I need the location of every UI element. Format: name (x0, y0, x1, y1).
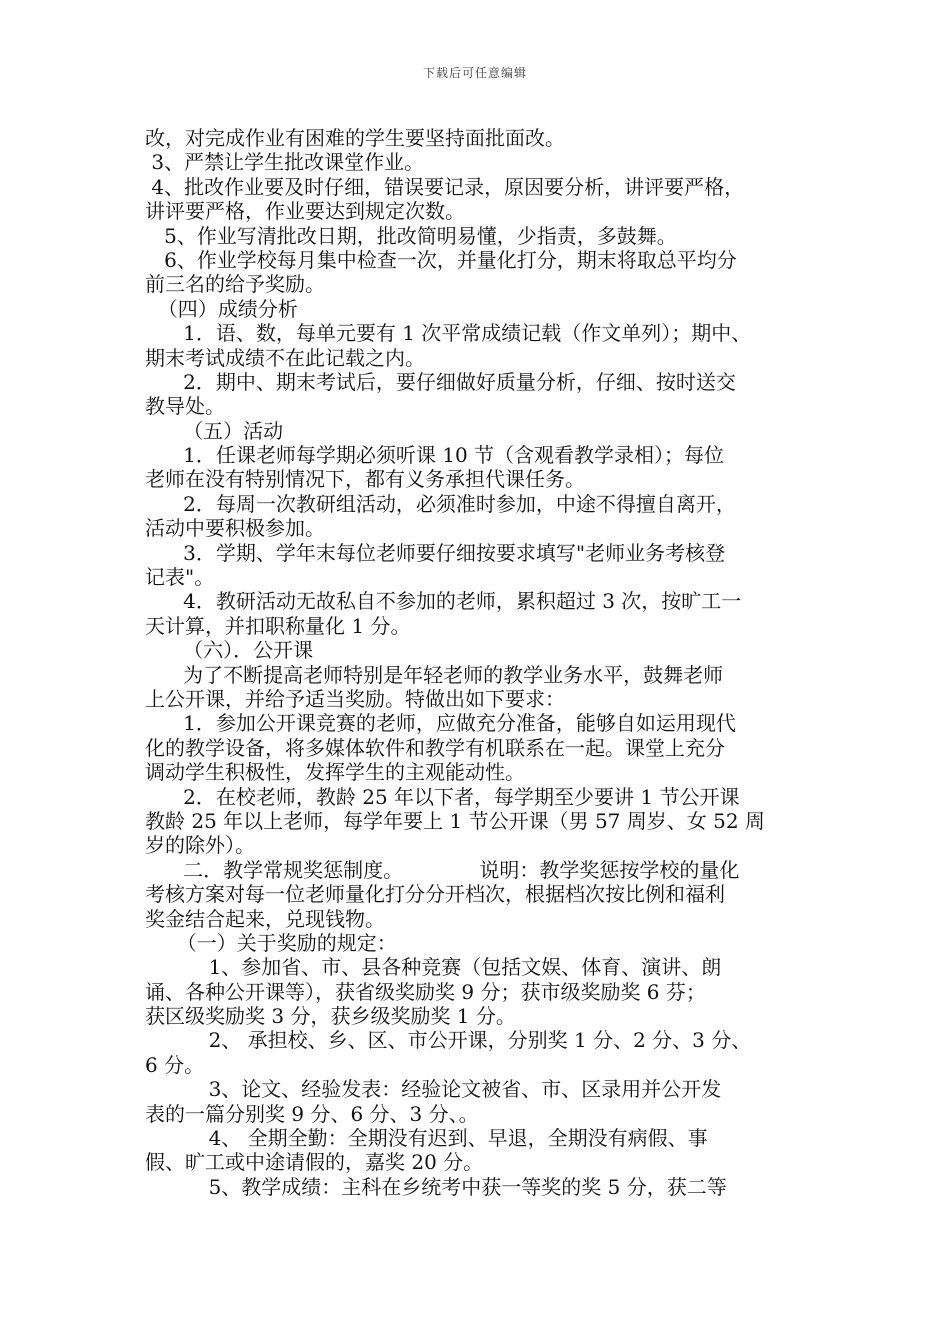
text-line: 表的一篇分别奖 9 分、6 分、3 分、。 (145, 1101, 479, 1126)
text-line: 二．教学常规奖惩制度。 说明：教学奖惩按学校的量化 (145, 857, 740, 882)
text-line: 3、论文、经验发表：经验论文被省、市、区录用并公开发 (145, 1077, 722, 1102)
text-line: （五）活动 (145, 418, 284, 443)
text-line: 讲评要严格，作业要达到规定次数。 (145, 199, 465, 224)
text-line: 4、 全期全勤：全期没有迟到、早退，全期没有病假、事 (145, 1126, 708, 1151)
text-line: 前三名的给予奖励。 (145, 272, 325, 297)
text-line: 2．每周一次教研组活动，必须准时参加，中途不得擅自离开， (145, 491, 736, 516)
text-line: 4、批改作业要及时仔细，错误要记录，原因要分析，讲评要严格， (145, 174, 745, 199)
text-line: 教导处。 (145, 394, 225, 419)
text-line: 1．任课老师每学期必须听课 10 节（含观看教学录相）；每位 (145, 443, 725, 468)
text-line: 岁的除外）。 (145, 833, 255, 858)
text-line: 6、作业学校每月集中检查一次，并量化打分，期末将取总平均分 (145, 247, 737, 272)
text-line: 老师在没有特别情况下，都有义务承担代课任务。 (145, 467, 585, 492)
text-line: 假、旷工或中途请假的，嘉奖 20 分。 (145, 1150, 484, 1175)
text-line: 化的教学设备，将多媒体软件和教学有机联系在一起。课堂上充分 (145, 735, 725, 760)
text-line: 1．参加公开课竞赛的老师，应做充分准备，能够自如运用现代 (145, 711, 736, 736)
text-line: 改，对完成作业有困难的学生要坚持面批面改。 (145, 126, 565, 150)
text-line: 获区级奖励奖 3 分，获乡级奖励奖 1 分。 (145, 1004, 516, 1029)
text-line: 奖金结合起来，兑现钱物。 (145, 906, 385, 931)
text-line: （一）关于奖励的规定： (145, 930, 397, 955)
text-line: 5、教学成绩：主科在乡统考中获一等奖的奖 5 分，获二等 (145, 1174, 727, 1199)
text-line: 3．学期、学年末每位老师要仔细按要求填写"老师业务考核登 (145, 540, 726, 565)
text-line: 天计算，并扣职称量化 1 分。 (145, 613, 411, 638)
text-line: 记表"。 (145, 565, 215, 590)
text-line: 3、严禁让学生批改课堂作业。 (145, 150, 425, 175)
text-line: 4．教研活动无故私自不参加的老师，累积超过 3 次，按旷工一 (145, 589, 742, 614)
text-line: 6 分。 (145, 1052, 205, 1077)
text-line: 1．语、数，每单元要有 1 次平常成绩记载（作文单列）；期中、 (145, 321, 752, 346)
text-line: 为了不断提高老师特别是年轻老师的教学业务水平，鼓舞老师 (145, 662, 724, 687)
text-line: 2．期中、期末考试后，要仔细做好质量分析，仔细、按时送交 (145, 369, 736, 394)
document-body (145, 126, 810, 1199)
text-line: 上公开课，并给予适当奖励。特做出如下要求： (145, 686, 565, 711)
text-line: 期末考试成绩不在此记载之内。 (145, 345, 425, 370)
text-line: （四）成绩分析 (145, 296, 298, 321)
text-line: 5、作业写清批改日期，批改简明易懂，少指责，多鼓舞。 (145, 223, 677, 248)
text-line: 1、参加省、市、县各种竞赛（包括文娱、体育、演讲、朗 (145, 955, 722, 980)
text-line: （六）．公开课 (145, 638, 314, 663)
text-line: 2．在校老师，教龄 25 年以下者，每学期至少要讲 1 节公开课 (145, 784, 740, 809)
text-line: 调动学生积极性，发挥学生的主观能动性。 (145, 760, 525, 785)
page-header: 下载后可任意编辑 (422, 66, 527, 80)
text-line: 考核方案对每一位老师量化打分分开档次，根据档次按比例和福利 (145, 882, 725, 907)
text-line: 2、 承担校、乡、区、市公开课，分别奖 1 分、2 分、3 分、 (145, 1028, 752, 1053)
text-line: 活动中要积极参加。 (145, 516, 325, 541)
text-line: 诵、各种公开课等），获省级奖励奖 9 分；获市级奖励奖 6 芬； (145, 979, 706, 1004)
text-line: 教龄 25 年以上老师，每学年要上 1 节公开课（男 57 周岁、女 52 周 (145, 808, 765, 833)
